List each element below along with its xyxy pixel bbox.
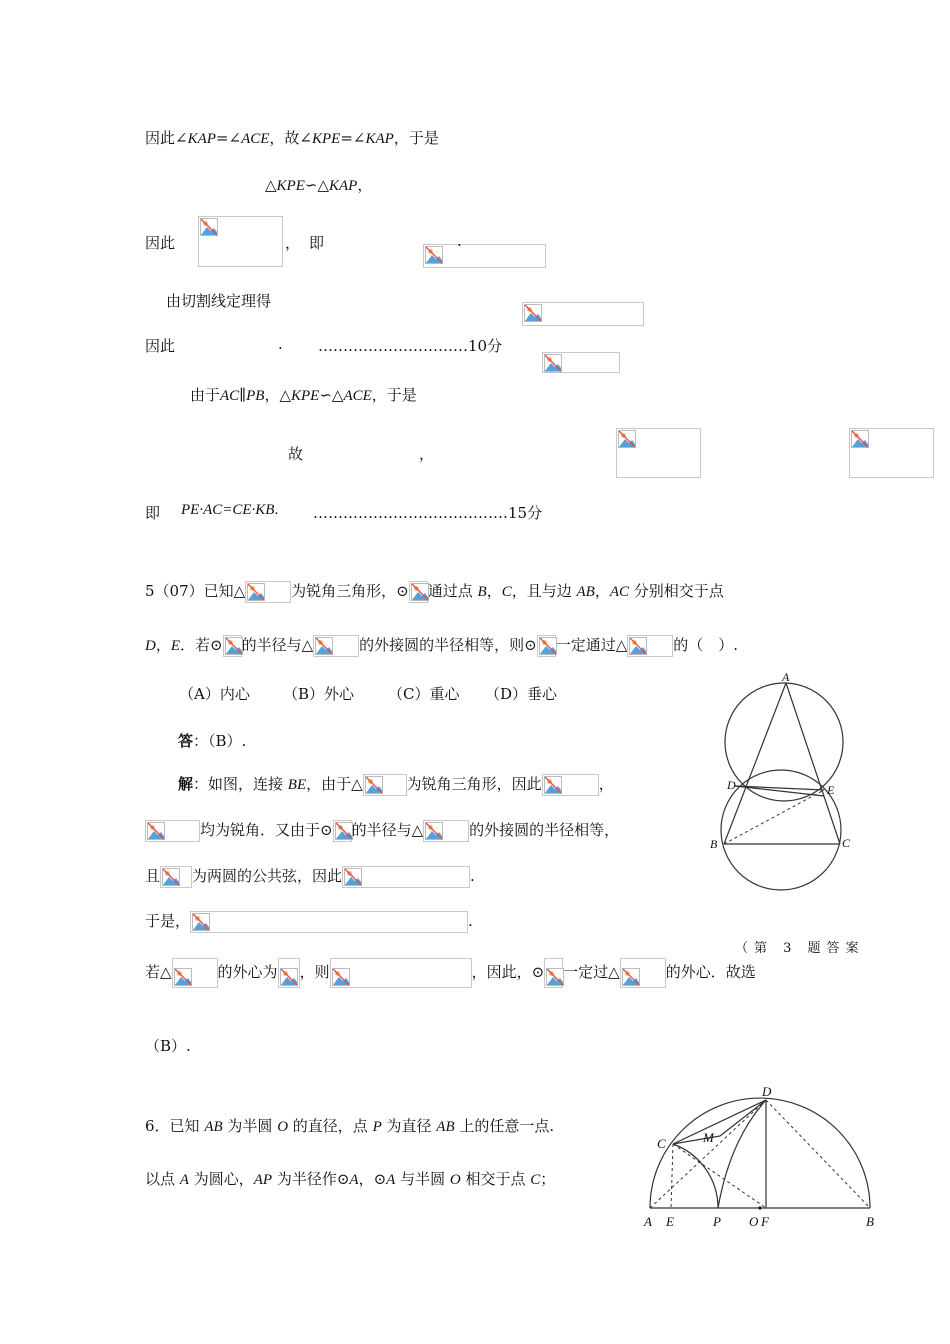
- label-a: A: [782, 670, 790, 684]
- formula-image: [423, 244, 546, 268]
- label-a: A: [644, 1214, 652, 1229]
- option-b: （B）外心: [283, 685, 355, 703]
- label-e: E: [666, 1214, 674, 1229]
- arc-a: [673, 1144, 718, 1208]
- formula-image: [190, 911, 468, 933]
- broken-image-icon: [200, 218, 218, 236]
- label-c: C: [842, 836, 851, 850]
- proof-line-8-label: 即: [145, 504, 161, 522]
- solution-line-3: 且 为两圆的公共弦，因此 .: [145, 865, 475, 888]
- broken-image-icon: [315, 637, 333, 655]
- broken-image-icon: [851, 430, 869, 448]
- broken-image-icon: [618, 430, 636, 448]
- formula-image: [172, 958, 218, 988]
- broken-image-icon: [544, 776, 562, 794]
- answer-line: 答：（B）.: [178, 732, 247, 750]
- q5-line-2: D，E．若⊙ 的半径与△ 的外接圆的半径相等，则⊙ 一定通过△ 的（ ）.: [145, 634, 738, 657]
- formula-image: [330, 958, 472, 988]
- label-m: M: [703, 1130, 714, 1145]
- formula-image: [145, 820, 200, 842]
- broken-image-icon: [280, 968, 298, 986]
- score-15: …………………………………15分: [313, 504, 543, 522]
- formula-image: [342, 866, 470, 888]
- broken-image-icon: [174, 968, 192, 986]
- option-d: （D）垂心: [485, 685, 558, 703]
- label-b: B: [866, 1214, 874, 1229]
- formula-image: [333, 820, 352, 842]
- period-text: .: [457, 232, 462, 250]
- option-c: （C）重心: [388, 685, 460, 703]
- label-e: E: [827, 783, 835, 797]
- formula-image: [616, 428, 701, 478]
- comma-text: ，: [285, 234, 301, 252]
- proof-line-8-formula: PE·AC=CE·KB.: [181, 502, 279, 518]
- broken-image-icon: [332, 968, 350, 986]
- score-10: …………………………10分: [318, 337, 503, 355]
- formula-image: [544, 958, 563, 988]
- broken-image-icon: [524, 304, 542, 322]
- broken-image-icon: [425, 246, 443, 264]
- formula-image: [522, 302, 644, 326]
- formula-image: [313, 635, 359, 657]
- broken-image-icon: [225, 637, 243, 655]
- formula-image: [160, 866, 192, 888]
- label-p: P: [713, 1214, 721, 1229]
- ji-text: 即: [309, 234, 325, 252]
- formula-image: [542, 774, 599, 796]
- broken-image-icon: [335, 822, 353, 840]
- formula-image: [423, 820, 469, 842]
- proof-line-2: △KPE∽△KAP，: [265, 176, 373, 194]
- solution-line-6: （B）.: [145, 1037, 191, 1055]
- broken-image-icon: [162, 868, 180, 886]
- formula-image: [627, 635, 673, 657]
- broken-image-icon: [192, 913, 210, 931]
- formula-image: [542, 352, 620, 373]
- formula-image: [278, 958, 300, 988]
- solution-line-5: 若△ 的外心为 ，则 ，因此，⊙ 一定过△ 的外心．故选: [145, 958, 756, 988]
- proof-line-1: 因此∠KAP=∠ACE，故∠KPE=∠KAP，于是: [145, 129, 439, 147]
- proof-line-4: 由切割线定理得: [166, 292, 272, 310]
- label-f: F: [761, 1214, 769, 1229]
- broken-image-icon: [539, 637, 557, 655]
- solution-line-1: 解：如图，连接 BE，由于△ 为锐角三角形，因此 ，: [178, 773, 614, 796]
- option-a: （A）内心: [179, 685, 250, 703]
- proof-line-6: 由于AC∥PB，△KPE∽△ACE，于是: [190, 386, 417, 404]
- q6-line-1: 6．已知 AB 为半圆 O 的直径，点 P 为直径 AB 上的任意一点.: [145, 1117, 555, 1135]
- label-b: B: [710, 837, 718, 851]
- comma-text: ，: [419, 445, 435, 463]
- q6-line-2: 以点 A 为圆心，AP 为半径作⊙A，⊙A 与半圆 O 相交于点 C；: [145, 1170, 556, 1188]
- broken-image-icon: [344, 868, 362, 886]
- broken-image-icon: [544, 354, 562, 372]
- broken-image-icon: [546, 968, 564, 986]
- q5-figure: [700, 668, 860, 898]
- formula-image: [363, 774, 407, 796]
- formula-image: [245, 581, 291, 603]
- semicircle-o: [650, 1098, 870, 1208]
- broken-image-icon: [147, 822, 165, 840]
- solution-line-4: 于是， .: [145, 910, 473, 933]
- formula-image: [198, 216, 283, 267]
- q5-line-1: 5（07）已知△ 为锐角三角形，⊙ 通过点 B，C，且与边 AB，AC 分别相交于点: [145, 580, 724, 603]
- gu-text: 故: [288, 445, 304, 463]
- label-d: D: [762, 1084, 772, 1099]
- broken-image-icon: [365, 776, 383, 794]
- label-o: O: [749, 1214, 759, 1229]
- proof-line-3-label: 因此: [145, 234, 176, 252]
- solution-line-2: 均为锐角．又由于⊙ 的半径与△ 的外接圆的半径相等，: [145, 819, 619, 842]
- broken-image-icon: [425, 822, 443, 840]
- label-c: C: [657, 1136, 666, 1151]
- formula-image: [223, 635, 242, 657]
- broken-image-icon: [622, 968, 640, 986]
- broken-image-icon: [629, 637, 647, 655]
- formula-image: [849, 428, 934, 478]
- proof-line-5-label: 因此: [145, 337, 176, 355]
- broken-image-icon: [247, 583, 265, 601]
- formula-image: [620, 958, 666, 988]
- formula-image: [537, 635, 556, 657]
- broken-image-icon: [411, 583, 429, 601]
- q6-figure: [635, 1080, 885, 1235]
- period-text: .: [278, 335, 283, 353]
- formula-image: [409, 581, 428, 603]
- figure-caption: （第 3 题答案: [735, 941, 865, 956]
- label-d: D: [727, 778, 736, 792]
